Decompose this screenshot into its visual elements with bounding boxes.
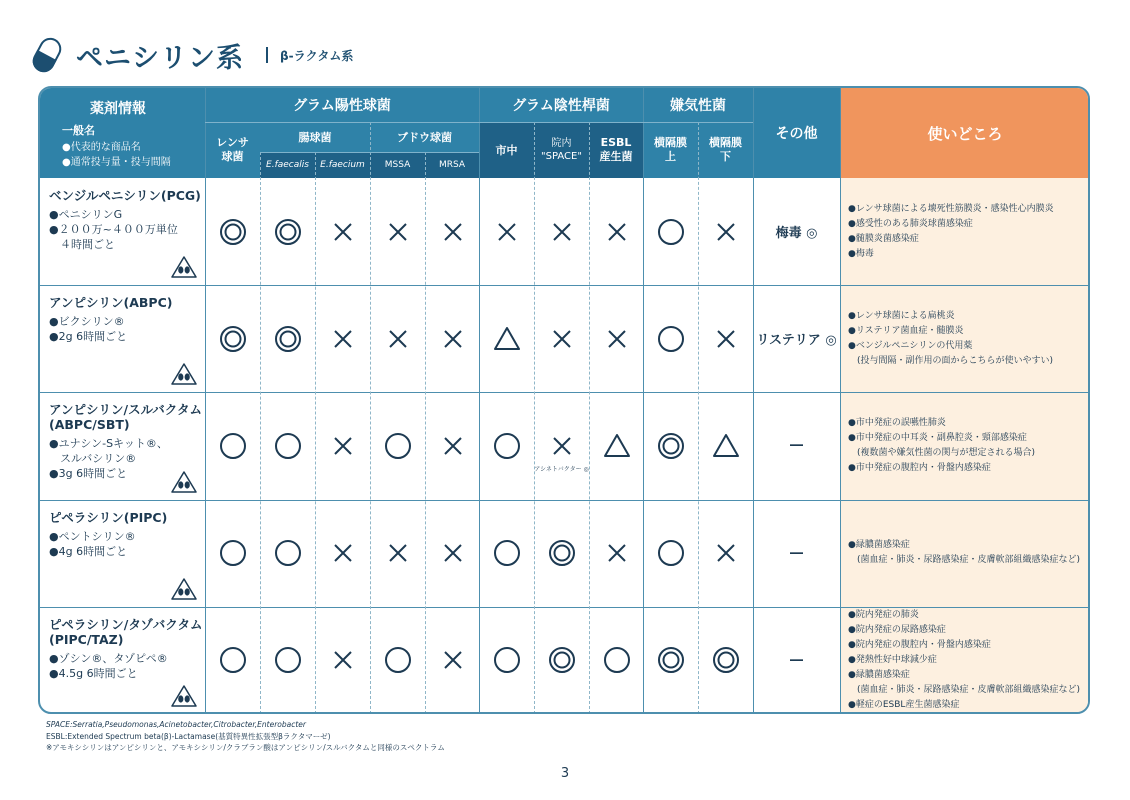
usage-item: ●発熱性好中球減少症 (848, 654, 937, 665)
drug-brand: ●ペニシリンG (49, 208, 123, 221)
triangle-mark (603, 432, 631, 460)
other-cell: リステリア ◎ (756, 333, 837, 349)
triangle-mark (493, 325, 521, 353)
drug-name: ベンジルペニシリン(PCG) (49, 188, 201, 203)
other-cell: ― (790, 438, 803, 454)
usage-item: ●リステリア菌血症・髄膜炎 (848, 325, 964, 336)
drug-brand: ●ユナシン-Sキット®、 スルバシリン® (49, 437, 168, 466)
drug-info-title: 薬剤情報 (90, 101, 146, 117)
double-circle-mark (274, 325, 302, 353)
other-cell: ― (790, 545, 803, 561)
acinetobacter-note: アシネトバクター ◎ (534, 466, 589, 473)
cross-mark (712, 325, 740, 353)
other-cell: ― (790, 652, 803, 668)
kidney-icon (171, 577, 197, 601)
circle-mark (493, 539, 521, 567)
circle-mark (274, 539, 302, 567)
header-anaerobe: 嫌気性菌 (643, 88, 753, 122)
usage-item: ●院内発症の肺炎 (848, 609, 919, 620)
usage-item: ●市中発症の中耳炎・副鼻腔炎・頸部感染症 (複数菌や嫌気性菌の関与が想定される場合) (848, 433, 1036, 458)
usage-item: ●緑膿菌感染症 (菌血症・肺炎・尿路感染症・皮膚軟部組織感染症など) (848, 540, 1081, 566)
cross-mark (329, 539, 357, 567)
drug-brand: ●ペントシリン® (49, 529, 136, 543)
page-header (34, 34, 353, 76)
drug-brand: ●ゾシン®、タゾピペ® (49, 651, 168, 665)
double-circle-mark (712, 646, 740, 674)
col-mssa: MSSA (370, 152, 425, 178)
column-divider (205, 88, 206, 714)
drug-info-cell (40, 178, 205, 285)
circle-mark (274, 646, 302, 674)
column-divider-dashed (315, 152, 316, 714)
circle-mark (603, 646, 631, 674)
kidney-icon (171, 470, 197, 494)
drug-brand: ●ビクシリン® (49, 315, 125, 329)
usage-list (848, 202, 1088, 262)
circle-mark (384, 432, 412, 460)
col-community: 市中 (479, 122, 534, 178)
column-divider (643, 88, 644, 714)
header-gram-positive: グラム陽性球菌 (205, 88, 479, 122)
cross-mark (548, 432, 576, 460)
column-divider-dashed (425, 152, 426, 714)
column-divider (479, 88, 480, 714)
double-circle-mark (548, 539, 576, 567)
cross-mark (329, 325, 357, 353)
row-divider (40, 607, 1090, 608)
usage-item: ●髄膜炎菌感染症 (848, 233, 919, 244)
cross-mark (548, 218, 576, 246)
cross-mark (548, 325, 576, 353)
double-circle-mark (219, 325, 247, 353)
usage-item: ●緑膿菌感染症 (菌血症・肺炎・尿路感染症・皮膚軟部組織感染症など) (848, 669, 1081, 695)
circle-mark (493, 432, 521, 460)
cross-mark (439, 646, 467, 674)
cross-mark (603, 325, 631, 353)
cross-mark (439, 539, 467, 567)
double-circle-mark (657, 432, 685, 460)
header-enterococcus: 腸球菌 (260, 122, 370, 152)
drug-name: アンピシリン/スルバクタム (ABPC/SBT) (49, 402, 202, 433)
pill-icon (26, 31, 68, 79)
usage-list (848, 416, 1088, 476)
col-e-faecium: E.faecium (315, 152, 370, 178)
drug-info-header (40, 88, 205, 178)
drug-name: ピペラシリン/タゾバクタム (PIPC/TAZ) (49, 616, 203, 647)
column-divider-dashed (698, 122, 699, 714)
circle-mark (219, 646, 247, 674)
drug-dose: ●２００万~４００万単位 ４時間ごと (49, 223, 178, 251)
cross-mark (384, 218, 412, 246)
double-circle-mark (219, 218, 247, 246)
cross-mark (329, 218, 357, 246)
kidney-icon (171, 684, 197, 708)
circle-mark (657, 539, 685, 567)
footnote-space: SPACE:Serratia,Pseudomonas,Acinetobacter,Citrobacter,Enterobacter (46, 720, 307, 729)
usage-item: ●院内発症の腹腔内・骨盤内感染症 (848, 639, 991, 650)
circle-mark (274, 432, 302, 460)
cross-mark (439, 432, 467, 460)
drug-dose: ●4g 6時間ごと (49, 544, 128, 558)
header-divider (260, 152, 479, 153)
kidney-icon (171, 255, 197, 279)
double-circle-mark (548, 646, 576, 674)
double-circle-mark (274, 218, 302, 246)
drug-name: アンピシリン(ABPC) (49, 295, 173, 311)
usage-item: ●感受性のある肺炎球菌感染症 (848, 218, 973, 229)
double-circle-mark (657, 646, 685, 674)
col-mrsa: MRSA (425, 152, 479, 178)
col-above-diaphragm: 横隔膜 上 (643, 122, 698, 178)
cross-mark (384, 539, 412, 567)
cross-mark (329, 432, 357, 460)
header-other: その他 (753, 88, 840, 178)
cross-mark (384, 325, 412, 353)
drug-info-sub-dose: ●通常投与量・投与間隔 (62, 157, 171, 168)
cross-mark (712, 218, 740, 246)
drug-info-cell (40, 285, 205, 392)
column-divider-dashed (589, 122, 590, 714)
circle-mark (657, 325, 685, 353)
row-divider (40, 392, 1090, 393)
usage-item: ●レンサ球菌による壊死性筋膜炎・感染性心内膜炎 (848, 203, 1054, 214)
page-number: 3 (560, 766, 570, 781)
drug-info-sub-brand: ●代表的な商品名 (62, 142, 141, 153)
other-cell: 梅毒 ◎ (775, 226, 818, 242)
title-separator (266, 47, 268, 63)
drug-info-cell (40, 500, 205, 607)
drug-dose: ●4.5g 6時間ごと (49, 666, 138, 680)
drug-dose: ●3g 6時間ごと (49, 467, 128, 481)
column-divider-dashed (260, 152, 261, 714)
cross-mark (439, 325, 467, 353)
spectrum-table (38, 86, 1090, 714)
cross-mark (439, 218, 467, 246)
column-divider-dashed (534, 122, 535, 714)
col-e-faecalis: E.faecalis (260, 152, 315, 178)
cross-mark (603, 218, 631, 246)
circle-mark (219, 432, 247, 460)
cross-mark (603, 539, 631, 567)
column-divider (753, 88, 754, 714)
row-divider (40, 500, 1090, 501)
triangle-mark (712, 432, 740, 460)
circle-mark (657, 218, 685, 246)
usage-item: ●レンサ球菌による扁桃炎 (848, 310, 955, 321)
circle-mark (493, 646, 521, 674)
header-usage: 使いどころ (840, 88, 1090, 178)
header-divider (205, 122, 753, 123)
cross-mark (329, 646, 357, 674)
usage-item: ●軽症のESBL産生菌感染症 (848, 699, 960, 710)
page-title: ペニシリン系 (76, 42, 244, 74)
footnote-amoxicillin: ※アモキシシリンはアンピシリンと、アモキシシリン/クラブラン酸はアンピシリン/スルバクタムと同様のスペクトラム (46, 743, 445, 752)
col-below-diaphragm: 横隔膜 下 (698, 122, 753, 178)
drug-info-sub-generic: 一般名 (62, 124, 95, 137)
usage-item: ●梅毒 (848, 248, 874, 259)
circle-mark (384, 646, 412, 674)
column-divider-dashed (370, 122, 371, 714)
kidney-icon (171, 362, 197, 386)
drug-info-cell (40, 392, 205, 499)
usage-list (848, 309, 1088, 369)
header-staphylococcus: ブドウ球菌 (370, 122, 479, 152)
drug-name: ピペラシリン(PIPC) (49, 509, 168, 525)
usage-list (848, 538, 1088, 568)
row-divider (40, 285, 1090, 286)
column-divider (840, 88, 841, 714)
usage-item: ●ベンジルペニシリンの代用薬 (投与間隔・副作用の面からこちらが使いやすい) (848, 340, 1054, 366)
usage-item: ●院内発症の尿路感染症 (848, 624, 946, 635)
cross-mark (712, 539, 740, 567)
usage-list (848, 608, 1088, 713)
col-esbl: ESBL 産生菌 (589, 122, 643, 178)
usage-item: ●市中発症の腹腔内・骨盤内感染症 (848, 463, 991, 473)
drug-dose: ●2g 6時間ごと (49, 330, 128, 344)
footnote-esbl: ESBL:Extended Spectrum beta(β)-Lactamase(基質特異性拡張型βラクタマーゼ) (46, 732, 331, 741)
header-streptococcus: レンサ 球菌 (205, 122, 260, 178)
drug-info-cell (40, 607, 205, 714)
page-subtitle: β-ラクタム系 (280, 48, 354, 63)
col-hospital-space: 院内 "SPACE" (534, 122, 589, 178)
header-gram-negative: グラム陰性桿菌 (479, 88, 643, 122)
circle-mark (219, 539, 247, 567)
usage-item: ●市中発症の誤嚥性肺炎 (848, 418, 946, 428)
cross-mark (493, 218, 521, 246)
